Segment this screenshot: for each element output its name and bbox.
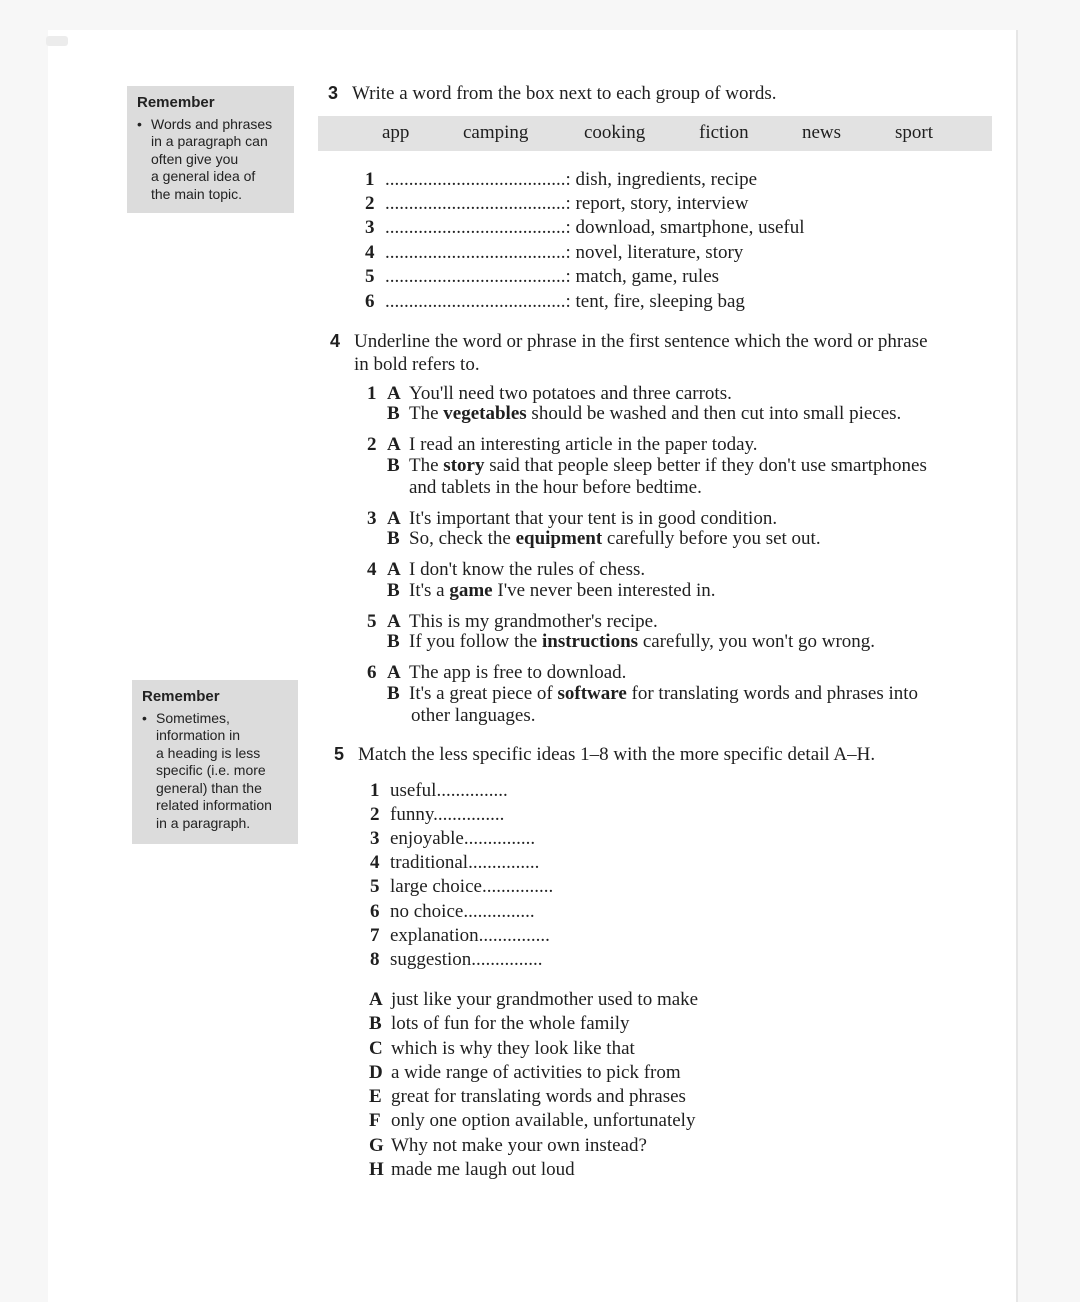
remember-tip xyxy=(137,116,284,204)
item-number: 3 xyxy=(370,828,380,849)
answer-blank[interactable]: ............... xyxy=(481,876,554,897)
remember-title: Remember xyxy=(142,688,220,705)
answer-blank[interactable]: ............... xyxy=(463,901,535,922)
remember-line: information in xyxy=(156,727,241,743)
ex4-item-a xyxy=(367,433,758,456)
sentence-label: B xyxy=(387,683,400,704)
ex5-detail xyxy=(369,1037,635,1060)
answer-blank[interactable]: ...................................... xyxy=(385,266,566,287)
remember-box-main-topic xyxy=(127,86,294,213)
item-number: 3 xyxy=(367,508,377,529)
remember-line: Words and phrases xyxy=(151,115,273,132)
answer-blank[interactable]: ...................................... xyxy=(385,217,566,238)
sentence-b: should be washed and then cut into small pieces. xyxy=(526,403,902,424)
answer-blank[interactable]: ............... xyxy=(436,780,508,801)
remember-line: in a paragraph. xyxy=(156,814,251,831)
ex4-item-b xyxy=(387,630,875,653)
item-number: 4 xyxy=(365,242,375,263)
ex5-detail xyxy=(369,1158,575,1181)
item-text: : novel, literature, story xyxy=(565,242,744,263)
ex5-detail xyxy=(369,1085,686,1108)
sentence-b: carefully before you set out. xyxy=(602,528,821,549)
detail-text: which is why they look like that xyxy=(391,1038,635,1059)
sentence-b: said that people sleep better if they don't use smartphones xyxy=(484,455,927,476)
ex5-detail xyxy=(369,1109,695,1132)
box-word: camping xyxy=(463,122,529,143)
answer-blank[interactable]: ............... xyxy=(468,852,540,873)
item-number: 5 xyxy=(367,611,377,632)
item-text: : download, smartphone, useful xyxy=(565,217,805,238)
sentence-label: A xyxy=(387,434,401,455)
idea-text: funny xyxy=(390,804,434,825)
ex5-idea xyxy=(370,924,550,947)
exercise-number: 5 xyxy=(334,744,345,764)
idea-text: suggestion xyxy=(390,949,472,970)
sentence-label: A xyxy=(387,559,401,580)
item-number: 1 xyxy=(365,169,375,190)
sentence-b: other languages. xyxy=(411,705,536,726)
ex4-item-b xyxy=(387,682,918,705)
exercise-instruction: in bold refers to. xyxy=(354,354,480,375)
sentence-label: A xyxy=(387,611,401,632)
remember-box-headings xyxy=(132,680,298,844)
remember-line: the main topic. xyxy=(151,185,243,202)
item-number: 4 xyxy=(370,852,380,873)
answer-blank[interactable]: ............... xyxy=(463,828,536,849)
item-number: 5 xyxy=(365,266,375,287)
answer-blank[interactable]: ...................................... xyxy=(385,291,566,312)
ex4-item-b-continued xyxy=(411,704,536,727)
page-edge xyxy=(1016,30,1018,1302)
item-number: 3 xyxy=(365,217,375,238)
sentence-label: A xyxy=(387,508,401,529)
item-number: 7 xyxy=(370,925,380,946)
exercise-3-heading xyxy=(328,82,777,105)
exercise-instruction: Underline the word or phrase in the first sentence which the word or phrase xyxy=(354,331,928,352)
detail-letter: C xyxy=(369,1038,383,1059)
answer-blank[interactable]: ...................................... xyxy=(385,242,566,263)
sentence-label: B xyxy=(387,455,400,476)
sentence-b: I've never been interested in. xyxy=(492,580,716,601)
sentence-b: and tablets in the hour before bedtime. xyxy=(409,477,702,498)
sentence-b: So, check the xyxy=(409,528,516,549)
ex5-detail xyxy=(369,1061,681,1084)
ex5-idea xyxy=(370,827,535,850)
ex3-item xyxy=(365,168,757,191)
remember-title: Remember xyxy=(137,94,215,111)
box-word: app xyxy=(382,122,410,143)
ex4-item-b xyxy=(387,579,716,602)
ex3-item xyxy=(365,241,743,264)
sentence-b: The xyxy=(409,455,444,476)
idea-text: traditional xyxy=(390,852,469,873)
bold-word: story xyxy=(443,455,485,476)
box-word: fiction xyxy=(699,122,749,143)
detail-letter: D xyxy=(369,1062,383,1083)
detail-text: just like your grandmother used to make xyxy=(391,989,699,1010)
item-number: 8 xyxy=(370,949,380,970)
idea-text: no choice xyxy=(390,901,464,922)
ex4-item-b-continued xyxy=(409,476,702,499)
item-number: 2 xyxy=(365,193,375,214)
answer-blank[interactable]: ............... xyxy=(478,925,550,946)
exercise-instruction: Write a word from the box next to each group of words. xyxy=(352,83,777,104)
detail-letter: E xyxy=(369,1086,382,1107)
detail-text: Why not make your own instead? xyxy=(391,1135,647,1156)
bullet-icon: • xyxy=(137,115,142,132)
detail-text: made me laugh out loud xyxy=(391,1159,575,1180)
remember-line: Sometimes, xyxy=(156,709,230,726)
ex3-item xyxy=(365,192,748,215)
bold-word: equipment xyxy=(515,528,603,549)
scan-mark xyxy=(46,36,68,46)
sentence-label: B xyxy=(387,403,400,424)
exercise-instruction: Match the less specific ideas 1–8 with the more specific detail A–H. xyxy=(358,744,876,765)
exercise-5-heading xyxy=(334,743,875,766)
word-box xyxy=(318,116,992,151)
answer-blank[interactable]: ............... xyxy=(471,949,543,970)
answer-blank[interactable]: ...................................... xyxy=(385,169,566,190)
detail-letter: B xyxy=(369,1013,382,1034)
sentence-label: A xyxy=(387,662,401,683)
item-number: 2 xyxy=(370,804,380,825)
sentence-a[interactable]: I don't know the rules of chess. xyxy=(409,559,646,580)
ex5-idea xyxy=(370,803,504,826)
sentence-a[interactable]: The app is free to download. xyxy=(409,662,627,683)
box-word: sport xyxy=(895,122,933,143)
ex5-detail xyxy=(369,1012,630,1035)
detail-letter: A xyxy=(369,989,383,1010)
detail-text: only one option available, unfortunately xyxy=(391,1110,696,1131)
exercise-number: 4 xyxy=(330,331,341,351)
item-text: : match, game, rules xyxy=(565,266,720,287)
remember-line: in a paragraph can xyxy=(151,133,268,149)
detail-text: lots of fun for the whole family xyxy=(391,1013,630,1034)
sentence-a[interactable]: I read an interesting article in the paper today. xyxy=(409,434,758,455)
bold-word: vegetables xyxy=(443,403,527,424)
remember-line: a heading is less xyxy=(156,744,261,761)
ex5-detail xyxy=(369,1134,647,1157)
box-word: cooking xyxy=(584,122,646,143)
item-text: : dish, ingredients, recipe xyxy=(565,169,758,190)
item-number: 2 xyxy=(367,434,377,455)
item-number: 6 xyxy=(370,901,380,922)
sentence-a[interactable]: This is my grandmother's recipe. xyxy=(409,611,658,632)
idea-text: enjoyable xyxy=(390,828,464,849)
exercise-4-heading xyxy=(330,330,928,376)
remember-line: often give you xyxy=(151,150,239,167)
sentence-a[interactable]: You'll need two potatoes and three carrots. xyxy=(409,383,732,404)
answer-blank[interactable]: ...................................... xyxy=(385,193,566,214)
answer-blank[interactable]: ............... xyxy=(433,804,505,825)
ex3-item xyxy=(365,290,745,313)
sentence-label: B xyxy=(387,631,400,652)
ex3-item xyxy=(365,216,805,239)
ex4-item-b xyxy=(387,527,821,550)
sentence-label: B xyxy=(387,528,400,549)
detail-letter: F xyxy=(369,1110,381,1131)
bold-word: software xyxy=(557,683,627,704)
idea-text: explanation xyxy=(390,925,479,946)
ex5-idea xyxy=(370,779,508,802)
sentence-label: A xyxy=(387,383,401,404)
sentence-b: The xyxy=(409,403,444,424)
ex5-idea xyxy=(370,900,535,923)
sentence-b: for translating words and phrases into xyxy=(626,683,919,704)
exercise-number: 3 xyxy=(328,83,339,103)
sentence-b: It's a great piece of xyxy=(409,683,558,704)
sentence-label: B xyxy=(387,580,400,601)
ex4-item-a xyxy=(367,558,645,581)
bullet-icon: • xyxy=(142,709,147,726)
sentence-b: It's a xyxy=(409,580,450,601)
ex3-item xyxy=(365,265,719,288)
ex5-idea xyxy=(370,948,543,971)
bold-word: game xyxy=(449,580,493,601)
sentence-a[interactable]: It's important that your tent is in good condition. xyxy=(409,508,778,529)
remember-line: general) than the xyxy=(156,779,262,796)
ex4-item-b xyxy=(387,454,927,477)
remember-line: related information xyxy=(156,797,272,813)
ex5-idea xyxy=(370,851,539,874)
ex5-idea xyxy=(370,875,553,898)
item-number: 6 xyxy=(365,291,375,312)
detail-letter: H xyxy=(369,1159,384,1180)
item-number: 1 xyxy=(370,780,380,801)
item-number: 1 xyxy=(367,383,377,404)
ex4-item-a xyxy=(367,661,626,684)
ex4-item-b xyxy=(387,402,901,425)
ex5-detail xyxy=(369,988,698,1011)
remember-line: a general idea of xyxy=(151,168,256,184)
item-text: : tent, fire, sleeping bag xyxy=(565,291,745,312)
bold-word: instructions xyxy=(541,631,639,652)
item-number: 6 xyxy=(367,662,377,683)
item-number: 5 xyxy=(370,876,380,897)
item-number: 4 xyxy=(367,559,377,580)
box-word: news xyxy=(802,122,842,143)
remember-line: specific (i.e. more xyxy=(156,762,266,778)
item-text: : report, story, interview xyxy=(565,193,749,214)
idea-text: useful xyxy=(390,780,437,801)
detail-letter: G xyxy=(369,1135,384,1156)
detail-text: a wide range of activities to pick from xyxy=(391,1062,681,1083)
remember-tip xyxy=(142,710,288,833)
idea-text: large choice xyxy=(390,876,482,897)
sentence-b: carefully, you won't go wrong. xyxy=(638,631,876,652)
detail-text: great for translating words and phrases xyxy=(391,1086,686,1107)
sentence-b: If you follow the xyxy=(409,631,542,652)
